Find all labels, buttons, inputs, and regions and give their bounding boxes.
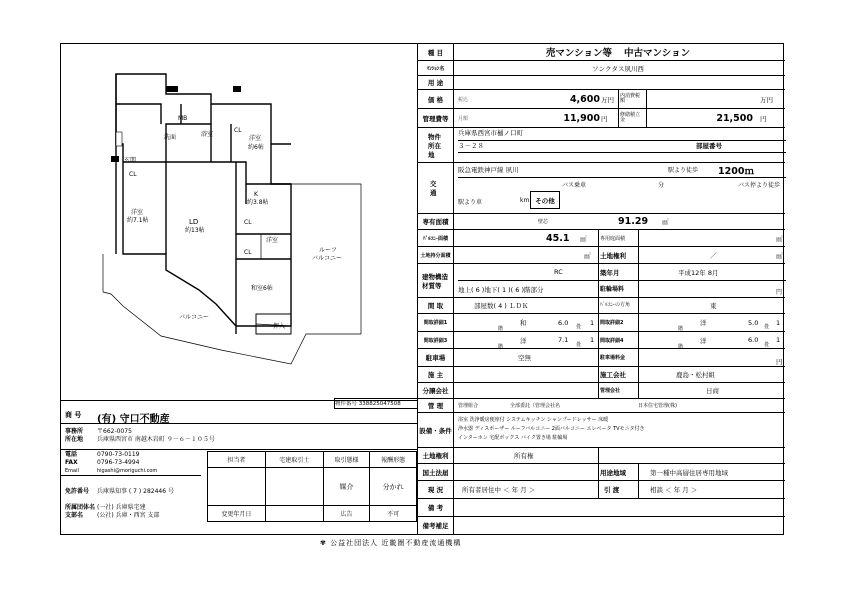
- structure-label: 建物構造材質等: [418, 264, 454, 297]
- property-sheet: [60, 43, 784, 535]
- management-label: 管 理: [418, 399, 454, 412]
- email-label: Email: [65, 468, 79, 474]
- structure-floors: 地上( 6 )地下( 1 )( 6 )階部分: [458, 286, 544, 294]
- status-label: 現 況: [418, 481, 454, 498]
- fp-cl-label-2: CL: [129, 171, 137, 178]
- row-equipment: [417, 413, 785, 448]
- built-value: 平成12年 8月: [678, 269, 719, 277]
- footer-text: 公益社団法人 近畿圏不動産流通機構: [330, 539, 462, 547]
- d2-floor: 階: [678, 326, 684, 332]
- garden-label: 専用庭面積: [600, 235, 626, 242]
- assoc-value: (一社) 兵庫県宅建: [97, 504, 146, 511]
- d3-floor: 階: [498, 343, 504, 350]
- equipment-line3: インターホン 宅配ボックス バイク置き場 駐輪場: [458, 435, 568, 441]
- note-label: 備 考: [418, 499, 454, 516]
- fp-bath-label: 浴室: [201, 131, 214, 138]
- price-contents-unit: 万円: [760, 95, 773, 104]
- mansion-name: ソンクタス夙川西: [592, 64, 644, 73]
- broker-block: [61, 400, 417, 536]
- land-label: 土地持分面積: [418, 247, 454, 263]
- d2-label: 間取詳細2: [600, 320, 624, 326]
- fp-western3-label: 洋室: [266, 237, 279, 244]
- price-value: 4,600: [569, 93, 600, 105]
- d2-unit: 畳: [764, 324, 770, 330]
- tel-label: 電話: [65, 451, 78, 458]
- equipment-line2: 浄水器 ディスポーザー ルーフバルコニー 2面バルコニー エレベータ TVモニタ付き: [458, 426, 645, 432]
- fp-cl-label-4: CL: [244, 249, 252, 256]
- parking-fee-label: 駐輪場料: [600, 286, 625, 293]
- row-note: [417, 499, 785, 517]
- builder-value: 鹿島・松村組: [676, 371, 715, 379]
- row-structure: [417, 264, 785, 298]
- from-car-label: 駅より車: [458, 199, 483, 206]
- company-name: (有) 守口不動産: [97, 414, 170, 425]
- city-label: 国土法届: [418, 464, 454, 480]
- balcony-label: ﾊﾞﾙｺﾆｰ面積: [418, 230, 454, 246]
- fp-western1-size: 約6帖: [248, 144, 264, 151]
- area-label: 専有面積: [418, 214, 454, 229]
- handover-value: 相談 ＜ 年 月 ＞: [650, 486, 698, 494]
- transport-walk-label: 駅より徒歩: [668, 167, 699, 174]
- row-parking: [417, 349, 785, 367]
- parking-value: 空無: [518, 354, 531, 362]
- row-land: [417, 247, 785, 264]
- seller-label: 分譲会社: [418, 383, 454, 398]
- tbl-c1: [208, 468, 266, 506]
- management-value1: 管理組合: [458, 403, 479, 409]
- owner-label: 施 主: [418, 367, 454, 382]
- garden-unit: ㎡: [776, 234, 783, 243]
- other-label: その他: [530, 191, 560, 209]
- area-wall: 壁芯: [538, 219, 549, 225]
- builder-label: 施工会社: [600, 371, 626, 379]
- parking-fee-unit: 円: [776, 289, 783, 296]
- bus-min: 分: [658, 182, 665, 189]
- d1-type: 和: [520, 319, 527, 327]
- d2-size: 5.0: [748, 318, 759, 327]
- row-transport: [417, 163, 785, 214]
- mgmt-value: 11,900: [563, 112, 600, 124]
- seller-company-label: 管理会社: [600, 388, 621, 394]
- row-location: [417, 128, 785, 163]
- footer: [320, 538, 461, 548]
- tbl-r2-empty: [265, 506, 323, 522]
- property-id-value: 338825047508: [358, 401, 401, 407]
- address-label: 所在地: [65, 436, 84, 443]
- sheet-subtitle: 中古マンション: [624, 48, 691, 59]
- location-address: 兵庫県西宮市樋ノ口町: [458, 128, 786, 141]
- parking-fee-unit-2: 円: [776, 358, 783, 366]
- d1-n: 1: [590, 318, 595, 327]
- fp-western2-label: 洋室: [131, 209, 144, 216]
- transport-line: 阪急電鉄神戸線 夙川: [458, 166, 519, 174]
- type-label: 種 目: [418, 44, 454, 60]
- balcony-value: 45.1: [546, 232, 570, 244]
- land-right-label-2: 土地権利: [418, 448, 454, 463]
- assoc-label: 所属団体名: [65, 504, 96, 511]
- area-unit: ㎡: [662, 218, 669, 226]
- land-right-value-2: 所有権: [514, 452, 534, 460]
- zoning-label: 用途地域: [600, 468, 626, 477]
- d4-label: 間取詳細4: [600, 337, 624, 344]
- fp-wash-label: 洗面: [164, 134, 177, 141]
- fp-cl-label-1: CL: [234, 127, 242, 134]
- d3-size: 7.1: [558, 336, 569, 344]
- office-postal: 〒662-0075: [97, 428, 132, 435]
- tbl-c3: 媒介: [323, 468, 370, 506]
- land-unit: ㎡: [584, 251, 591, 260]
- land-right-unit: ㎡: [776, 251, 783, 260]
- d1-unit: 畳: [576, 324, 582, 330]
- bus-label: バス乗車: [562, 182, 587, 189]
- handover-label: 引 渡: [604, 486, 620, 494]
- row-balcony: [417, 230, 785, 247]
- location-address2: ３－２８: [458, 142, 484, 150]
- d2-n: 1: [776, 318, 781, 327]
- row-owner: [417, 367, 785, 383]
- sheet-title: 売マンション等: [545, 48, 612, 59]
- tbl-c2: [265, 468, 323, 506]
- tel-value: 0790-73-0119: [97, 451, 140, 458]
- name-label: ﾏﾝｼｮﾝ名: [418, 61, 454, 75]
- fp-roof2-label: バルコニー: [312, 255, 343, 262]
- zoning-value: 第一種中高層住居専用地域: [650, 468, 728, 477]
- fp-western2-size: 約7.1帖: [127, 217, 149, 224]
- fp-western1-label: 洋室: [249, 135, 262, 142]
- fp-japanese-label: 和室6帖: [251, 285, 273, 292]
- price-tax-label: 税込: [458, 96, 469, 103]
- row-rooms-2: [417, 332, 785, 349]
- property-id-box: [334, 398, 418, 409]
- transport-walk-value: 1200ｍ: [718, 166, 754, 177]
- price-label: 価 格: [418, 90, 454, 108]
- parking-fee-label-2: 駐車場料金: [600, 355, 626, 361]
- parking-label: 駐車場: [418, 349, 454, 366]
- footer-logo-icon: ✾: [320, 539, 327, 547]
- row-use: [417, 76, 785, 90]
- floor-plan: [61, 44, 417, 400]
- management-value3: 日本住宅管理(株): [638, 403, 677, 409]
- bus-walk-label: バス停より徒歩: [738, 182, 781, 189]
- row-management: [417, 399, 785, 413]
- d3-n: 1: [590, 336, 595, 344]
- row-land-right: [417, 448, 785, 464]
- property-id-label: 物件番号: [335, 401, 358, 407]
- row-rooms-1: [417, 314, 785, 332]
- tbl-h4: 報酬形態: [370, 452, 417, 468]
- repair-label: 修繕積立金: [620, 111, 641, 123]
- license-label: 免許番号: [65, 488, 90, 495]
- fp-entrance-label: 玄関: [124, 157, 137, 164]
- tbl-c4: 分かれ: [370, 468, 417, 506]
- tbl-r2: 変更年月日: [208, 506, 266, 522]
- mgmt-unit: 円: [601, 114, 608, 123]
- d4-floor: 階: [678, 343, 684, 350]
- tbl-r2b: 広告: [323, 506, 370, 522]
- note2-label: 備考補足: [418, 517, 454, 534]
- area-value: 91.29: [618, 216, 649, 227]
- fp-kitchen-label: K: [254, 191, 258, 198]
- repair-value: 21,500: [716, 112, 753, 124]
- email-value: higashi@moriguchi.com: [97, 468, 158, 474]
- equipment-line1: 浴室 洗浄暖房便座付 システムキッチン シャンプードレッサー 床暖: [458, 417, 609, 423]
- office-label: 事務所: [65, 428, 84, 435]
- mgmt-monthly-label: 月額: [458, 115, 469, 122]
- land-right-label: 土地権利: [600, 251, 626, 260]
- branch-label: 支部名: [65, 512, 84, 519]
- mgmt-label: 管理費等: [418, 109, 454, 127]
- broker-table: [207, 451, 417, 522]
- d3-unit: 畳: [576, 341, 582, 348]
- tbl-h1: 担当者: [208, 452, 266, 468]
- fp-ld-size: 約13帖: [185, 227, 205, 234]
- row-status: [417, 481, 785, 499]
- row-layout: [417, 298, 785, 314]
- balcony-unit: ㎡: [580, 234, 587, 243]
- layout-value: 部屋数( 4 ) ＬＤＫ: [474, 302, 529, 310]
- d1-label: 間取詳細1: [418, 314, 454, 331]
- direction-label: ﾊﾞﾙｺﾆｰの方角: [600, 302, 631, 308]
- layout-label: 間 取: [418, 298, 454, 313]
- d1-floor: 階: [498, 326, 504, 332]
- row-note2: [417, 517, 785, 534]
- seller-company-value: 日商: [706, 387, 719, 395]
- tbl-h3: 取引態様: [323, 452, 370, 468]
- land-right-value: ／: [710, 251, 717, 260]
- use-label: 用 途: [418, 76, 454, 89]
- repair-unit: 円: [760, 114, 767, 123]
- structure-material: RC: [554, 268, 563, 276]
- company-label: 商 号: [65, 411, 82, 419]
- license-value: 兵庫県知事 ( 7 ) 282446 号: [97, 488, 174, 495]
- fp-oshiire-label: 押入: [273, 323, 286, 330]
- tbl-r2c: 不可: [370, 506, 417, 522]
- fax-value: 0796-73-4994: [97, 459, 140, 466]
- d4-n: 1: [776, 336, 781, 344]
- d4-type: 洋: [700, 336, 707, 345]
- address-value: 兵庫県西宮市 南越木岩町 ９－６－１０５号: [97, 436, 215, 443]
- d3-label: 間取詳細3: [418, 332, 454, 348]
- location-label: 物件所在地: [418, 128, 454, 162]
- fp-kitchen-size: 約3.8帖: [247, 199, 269, 206]
- built-label: 築年月: [600, 269, 620, 277]
- price-contents-label: 内消費税額: [620, 92, 641, 104]
- row-name: [417, 61, 785, 76]
- row-type: [417, 44, 785, 61]
- row-mgmt: [417, 109, 785, 128]
- room-number-label: 部屋番号: [696, 142, 722, 150]
- d4-size: 6.0: [748, 336, 759, 344]
- fp-roof-label: ルーフ: [319, 247, 337, 254]
- fp-ld-label: LD: [189, 218, 199, 226]
- d4-unit: 畳: [764, 341, 770, 348]
- d3-type: 洋: [520, 336, 527, 345]
- tbl-h2: 宅建取引士: [265, 452, 323, 468]
- km-label: km: [520, 197, 530, 204]
- equipment-label: 設備・条件: [418, 413, 454, 447]
- branch-value: (公社) 兵庫・西宮 支部: [97, 512, 160, 519]
- row-price: [417, 90, 785, 109]
- d1-size: 6.0: [558, 318, 569, 327]
- row-seller: [417, 383, 785, 399]
- row-city: [417, 464, 785, 481]
- fp-mb-label: MB: [178, 115, 188, 122]
- transport-label: 交通: [418, 163, 454, 213]
- d2-type: 洋: [700, 319, 707, 327]
- status-value: 所有者居住中 ＜ 年 月 ＞: [462, 486, 536, 494]
- price-unit: 万円: [601, 95, 614, 104]
- fp-cl-label-3: CL: [244, 219, 252, 226]
- direction-value: 東: [710, 302, 717, 310]
- management-value2: 全部委託（管理会社名: [510, 403, 561, 409]
- fp-balcony-label: バルコニー: [179, 314, 210, 321]
- row-area: [417, 214, 785, 230]
- fax-label: FAX: [65, 459, 78, 466]
